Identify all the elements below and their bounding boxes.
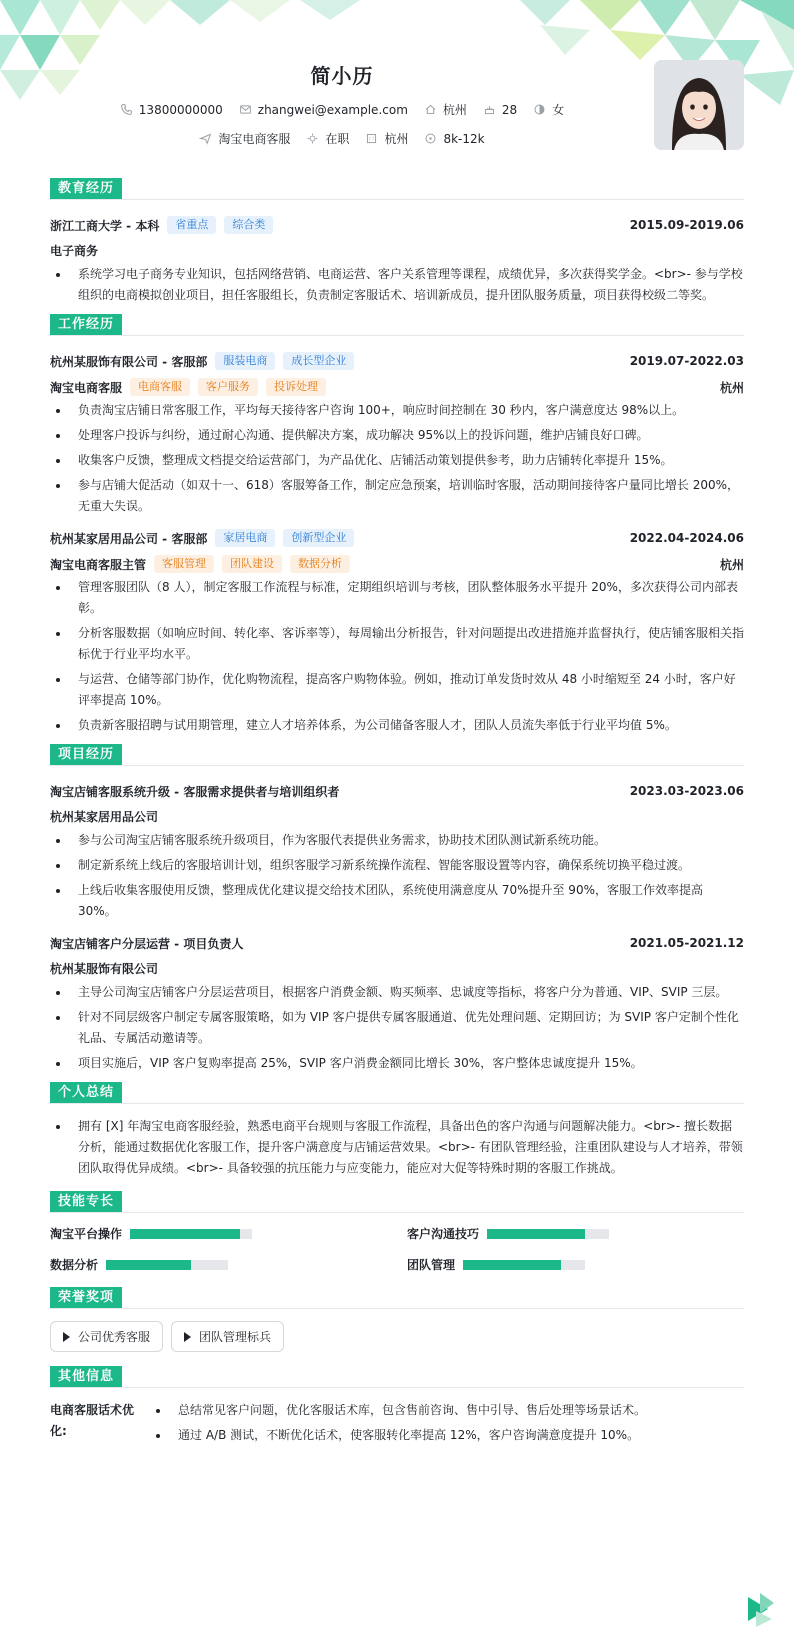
skill-bar-fill — [463, 1260, 561, 1270]
list-item: 针对不同层级客户制定专属客服策略，如为 VIP 客户提供专属客服通道、优先处理问题、定期回访；为 SVIP 客户定制个性化礼品、专属活动邀请等。 — [50, 1007, 744, 1049]
role-tag: 电商客服 — [130, 378, 190, 396]
role-tag: 客服管理 — [154, 555, 214, 573]
work-title: 工作经历 — [50, 314, 122, 335]
award-label: 公司优秀客服 — [78, 1330, 151, 1344]
skill-bar — [487, 1229, 609, 1239]
list-item: 与运营、仓储等部门协作，优化购物流程，提高客户购物体验。例如，推动订单发货时效从 48 小时缩短至 24 小时，客户好评率提高 10%。 — [50, 669, 744, 711]
job-target-value: 淘宝电商客服 — [218, 132, 291, 146]
education-section — [50, 178, 744, 306]
school-name: 浙江工商大学 - 本科 — [50, 218, 160, 233]
awards-title: 荣誉奖项 — [50, 1287, 122, 1308]
job-location: 杭州 — [719, 380, 744, 395]
award-item[interactable] — [50, 1321, 163, 1352]
education-title: 教育经历 — [50, 178, 122, 199]
list-item: 制定新系统上线后的客服培训计划，组织客服学习新系统操作流程、智能客服设置等内容，确保系统切换平稳过渡。 — [50, 855, 744, 876]
skill-item — [407, 1256, 744, 1273]
skill-bar-fill — [106, 1260, 191, 1270]
role-tag: 团队建设 — [222, 555, 282, 573]
gender-item — [533, 101, 564, 118]
job-target-item — [199, 130, 290, 147]
company-tag: 创新型企业 — [283, 529, 354, 547]
project-period: 2021.05-2021.12 — [629, 936, 744, 950]
company-tag: 家居电商 — [215, 529, 275, 547]
work-section — [50, 314, 744, 736]
summary-section — [50, 1082, 744, 1179]
age-value: 28 — [501, 102, 518, 117]
other-section — [50, 1366, 744, 1450]
award-label: 团队管理标兵 — [199, 1330, 272, 1344]
job-period: 2022.04-2024.06 — [629, 531, 744, 545]
salary-item — [424, 132, 484, 146]
skill-name: 淘宝平台操作 — [50, 1227, 123, 1241]
email-value: zhangwei@example.com — [257, 102, 408, 117]
target-city-item — [365, 130, 408, 147]
skill-bar — [106, 1260, 228, 1270]
skills-section — [50, 1191, 744, 1273]
phone-icon — [120, 103, 133, 116]
company-name: 杭州某服饰有限公司 - 客服部 — [50, 354, 208, 369]
salary-value: 8k-12k — [443, 131, 485, 146]
project-entry — [50, 778, 744, 922]
list-item: 项目实施后，VIP 客户复购率提高 25%，SVIP 客户消费金额同比增长 30%，客户整体忠诚度提升 15%。 — [50, 1053, 744, 1074]
skill-name: 数据分析 — [50, 1258, 99, 1272]
skill-bar-fill — [130, 1229, 240, 1239]
age-item — [483, 103, 517, 117]
phone-item — [120, 103, 223, 117]
contact-row — [50, 101, 634, 118]
resume-header — [50, 0, 744, 170]
gender-value: 女 — [552, 103, 565, 117]
awards-list — [50, 1321, 744, 1352]
avatar — [654, 60, 744, 150]
avatar-portrait — [654, 60, 744, 150]
skill-bar-fill — [487, 1229, 585, 1239]
awards-section — [50, 1287, 744, 1352]
send-icon — [199, 132, 212, 145]
role-tag: 数据分析 — [290, 555, 350, 573]
job-entry — [50, 525, 744, 736]
home-icon — [424, 103, 437, 116]
other-entry — [50, 1400, 744, 1450]
list-item: 系统学习电子商务专业知识，包括网络营销、电商运营、客户关系管理等课程，成绩优异，多次获得奖学金。<br>- 参与学校组织的电商模拟创业项目，担任客服组长，负责制定客服话术、培训新成员，提升团队服务质量，项目获得校级二等奖。 — [50, 264, 744, 306]
list-item: 管理客服团队（8 人），制定客服工作流程与标准，定期组织培训与考核，团队整体服务水平提升 20%，多次获得公司内部表彰。 — [50, 577, 744, 619]
status-icon — [306, 132, 319, 145]
phone-value: 13800000000 — [138, 102, 223, 117]
list-item: 负责淘宝店铺日常客服工作，平均每天接待客户咨询 100+，响应时间控制在 30 秒内，客户满意度达 98%以上。 — [50, 400, 744, 421]
skills-grid — [50, 1225, 744, 1273]
company-tag: 服装电商 — [215, 352, 275, 370]
job-location: 杭州 — [719, 557, 744, 572]
skill-item — [50, 1225, 387, 1242]
status-value: 在职 — [325, 132, 350, 146]
project-period: 2023.03-2023.06 — [629, 784, 744, 798]
job-period: 2019.07-2022.03 — [629, 354, 744, 368]
skill-name: 团队管理 — [407, 1258, 456, 1272]
status-item — [306, 130, 349, 147]
education-period: 2015.09-2019.06 — [629, 218, 744, 232]
play-icon — [184, 1332, 191, 1342]
gender-icon — [533, 103, 546, 116]
email-item — [239, 103, 408, 117]
play-icon — [63, 1332, 70, 1342]
candidate-name: 简小历 — [310, 64, 374, 88]
projects-section — [50, 744, 744, 1074]
city-value: 杭州 — [442, 103, 467, 117]
city-item — [424, 101, 467, 118]
award-item[interactable] — [171, 1321, 284, 1352]
project-org: 杭州某家居用品公司 — [50, 810, 159, 824]
skill-item — [407, 1225, 744, 1242]
target-city-value: 杭州 — [384, 132, 409, 146]
coin-icon — [424, 132, 437, 145]
projects-title: 项目经历 — [50, 744, 122, 765]
list-item: 通过 A/B 测试，不断优化话术，使客服转化率提高 12%，客户咨询满意度提升 10%。 — [150, 1425, 744, 1446]
major: 电子商务 — [50, 244, 99, 258]
list-item: 收集客户反馈，整理成文档提交给运营部门，为产品优化、店铺活动策划提供参考，助力店铺转化率提升 15%。 — [50, 450, 744, 471]
project-org: 杭州某服饰有限公司 — [50, 962, 159, 976]
mail-icon — [239, 103, 252, 116]
other-label: 电商客服话术优化: — [50, 1403, 135, 1438]
job-role: 淘宝电商客服主管 — [50, 557, 147, 572]
job-entry — [50, 348, 744, 517]
project-name: 淘宝店铺客户分层运营 - 项目负责人 — [50, 936, 244, 951]
summary-title: 个人总结 — [50, 1082, 122, 1103]
list-item: 上线后收集客服使用反馈，整理成优化建议提交给技术团队，系统使用满意度从 70%提升至 90%，客服工作效率提高 30%。 — [50, 880, 744, 922]
role-tag: 投诉处理 — [266, 378, 326, 396]
list-item: 处理客户投诉与纠纷，通过耐心沟通、提供解决方案，成功解决 95%以上的投诉问题，维护店铺良好口碑。 — [50, 425, 744, 446]
list-item: 参与公司淘宝店铺客服系统升级项目，作为客服代表提供业务需求，协助技术团队测试新系统功能。 — [50, 830, 744, 851]
company-name: 杭州某家居用品公司 - 客服部 — [50, 531, 208, 546]
skills-title: 技能专长 — [50, 1191, 122, 1212]
corner-logo-decoration — [740, 1589, 780, 1629]
list-item: 负责新客服招聘与试用期管理，建立人才培养体系，为公司储备客服人才，团队人员流失率低于行业平均值 5%。 — [50, 715, 744, 736]
education-entry — [50, 212, 744, 306]
job-role: 淘宝电商客服 — [50, 380, 123, 395]
school-tag: 省重点 — [167, 216, 216, 234]
skill-bar — [463, 1260, 585, 1270]
project-entry — [50, 930, 744, 1074]
list-item: 总结常见客户问题，优化客服话术库，包含售前咨询、售中引导、售后处理等场景话术。 — [150, 1400, 744, 1421]
role-tag: 客户服务 — [198, 378, 258, 396]
project-name: 淘宝店铺客服系统升级 - 客服需求提供者与培训组织者 — [50, 784, 340, 799]
cake-icon — [483, 103, 496, 116]
list-item: 拥有 [X] 年淘宝电商客服经验，熟悉电商平台规则与客服工作流程，具备出色的客户沟通与问题解决能力。<br>- 擅长数据分析，能通过数据优化客服工作，提升客户满意度与店铺运营效果。<br>- 有团队管理经验，注重团队建设与人才培养，带领团队取得优异成绩。<br>- 具备较强的抗压能力与应变能力，能应对大促等特殊时期的客服工作挑战。 — [50, 1116, 744, 1179]
company-tag: 成长型企业 — [283, 352, 354, 370]
skill-name: 客户沟通技巧 — [407, 1227, 480, 1241]
list-item: 参与店铺大促活动（如双十一、618）客服筹备工作，制定应急预案，培训临时客服，活动期间接待客户量同比增长 200%，无重大失误。 — [50, 475, 744, 517]
building-icon — [365, 132, 378, 145]
school-tag: 综合类 — [224, 216, 273, 234]
other-title: 其他信息 — [50, 1366, 122, 1387]
skill-item — [50, 1256, 387, 1273]
intention-row — [50, 130, 634, 147]
skill-bar — [130, 1229, 252, 1239]
list-item: 主导公司淘宝店铺客户分层运营项目，根据客户消费金额、购买频率、忠诚度等指标，将客户分为普通、VIP、SVIP 三层。 — [50, 982, 744, 1003]
list-item: 分析客服数据（如响应时间、转化率、客诉率等），每周输出分析报告，针对问题提出改进措施并监督执行，使店铺客服相关指标优于行业平均水平。 — [50, 623, 744, 665]
